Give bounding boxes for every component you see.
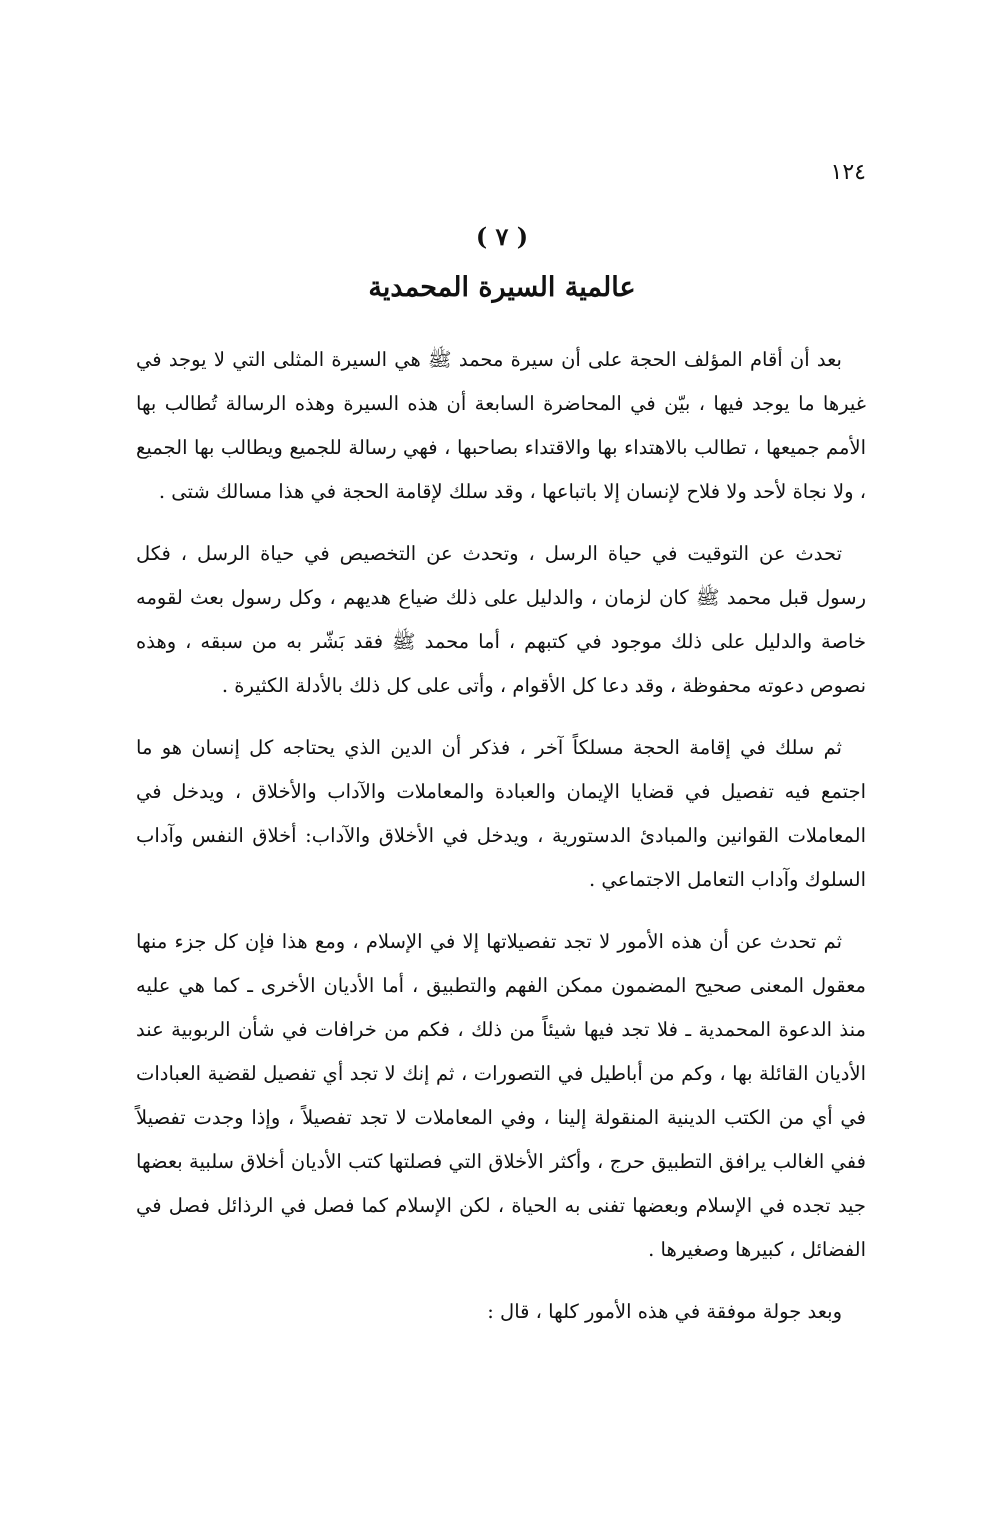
paragraph-1: بعد أن أقام المؤلف الحجة على أن سيرة محمد ﷺ هي السيرة المثلى التي لا يوجد في غيرها ما يوجد فيها ، بيّن في المحاضرة السابعة أن هذه السيرة وهذه الرسالة تُطالب بها الأمم جميعها ، تطالب بالاهتداء بها والاقتداء بصاحبها ، فهي رسالة للجميع ويطالب بها الجميع ، ولا نجاة لأحد ولا فلاح لإنسان إلا باتباعها ، وقد سلك لإقامة الحجة في هذا مسالك شتى . [136, 348, 866, 503]
page-number: ١٢٤ [830, 160, 866, 185]
section-number: ( ٧ ) [475, 222, 529, 251]
closing-line: وبعد جولة موفقة في هذه الأمور كلها ، قال : [487, 1300, 842, 1323]
paragraph-2: تحدث عن التوقيت في حياة الرسل ، وتحدث عن التخصيص في حياة الرسل ، فكل رسول قبل محمد ﷺ كان لزمان ، والدليل على ذلك ضياع هديهم ، وكل رسول بعث لقومه خاصة والدليل على ذلك موجود في كتبهم ، أما محمد ﷺ فقد بَشّر به من سبقه ، وهذه نصوص دعوته محفوظة ، وقد دعا كل الأقوام ، وأتى على كل ذلك بالأدلة الكثيرة . [136, 542, 866, 697]
paragraph-4: ثم تحدث عن أن هذه الأمور لا تجد تفصيلاتها إلا في الإسلام ، ومع هذا فإن كل جزء منها معقول المعنى صحيح المضمون ممكن الفهم والتطبيق ، أما الأديان الأخرى ـ كما هي عليه منذ الدعوة المحمدية ـ فلا تجد فيها شيئاً من ذلك ، فكم من خرافات في شأن الربوبية عند الأديان القائلة بها ، وكم من أباطيل في التصورات ، ثم إنك لا تجد أي تفصيل لقضية العبادات في أي من الكتب الدينية المنقولة إلينا ، وفي المعاملات لا تجد تفصيلاً ، وإذا وجدت تفصيلاً ففي الغالب يرافق التطبيق حرج ، وأكثر الأخلاق التي فصلتها كتب الأديان أخلاق سلبية بعضها جيد تجده في الإسلام وبعضها تفنى به الحياة ، لكن الإسلام كما فصل في الرذائل فصل في الفضائل ، كبيرها وصغيرها . [136, 930, 866, 1261]
body-text [136, 338, 866, 1352]
section-title: عالمية السيرة المحمدية [368, 272, 636, 303]
paragraph-3: ثم سلك في إقامة الحجة مسلكاً آخر ، فذكر أن الدين الذي يحتاجه كل إنسان هو ما اجتمع فيه تفصيل في قضايا الإيمان والعبادة والمعاملات والآداب والأخلاق ، ويدخل في المعاملات القوانين والمبادئ الدستورية ، ويدخل في الأخلاق والآداب: أخلاق النفس وآداب السلوك وآداب التعامل الاجتماعي . [136, 736, 866, 891]
